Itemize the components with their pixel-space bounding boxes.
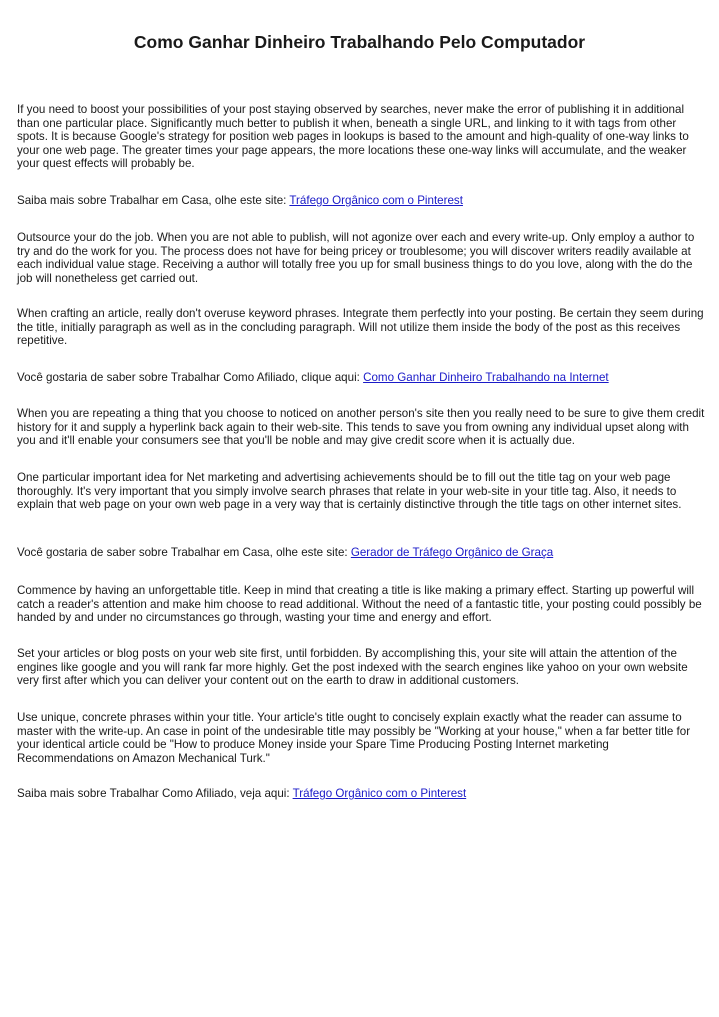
paragraph-with-link bbox=[17, 546, 705, 560]
link-trafego-organico-pinterest[interactable]: Tráfego Orgânico com o Pinterest bbox=[289, 194, 463, 207]
paragraph: When you are repeating a thing that you choose to noticed on another person's site then you really need to be sure to give them credit history for it and supply a hyperlink back again to their web-site. This tends to save you from owning any individual upset along with you and it'll enable your consumers see that you'll be noble and may give credit score when it is actually due. bbox=[17, 407, 705, 448]
paragraph-with-link bbox=[17, 194, 705, 208]
link-trafego-organico-pinterest[interactable]: Tráfego Orgânico com o Pinterest bbox=[292, 787, 467, 800]
paragraph-text: Você gostaria de saber sobre Trabalhar em Casa, olhe este site: bbox=[17, 546, 351, 559]
paragraph: One particular important idea for Net marketing and advertising achievements should be to fill out the title tag on your web page thoroughly. It's very important that you simply involve search phrases that relate in your web-site in your title tag. Also, it needs to explain that web page on your own web page in a very way that is certainly distinctive through the title tags on other internet sites. bbox=[17, 471, 682, 512]
paragraph-with-link bbox=[17, 371, 705, 385]
paragraph: If you need to boost your possibilities of your post staying observed by searches, never make the error of publishing it in additional than one particular place. Significantly much better to publish it when, beneath a single URL, and linking to it with tags from other spots. It is because Google's strategy for position web pages in lookups is based to the amount and high-quality of one-way links to your one web page. The greater times your page appears, the more locations these one-way links will accumulate, and the weaker your quest effects will probably be. bbox=[17, 103, 689, 171]
page-title: Como Ganhar Dinheiro Trabalhando Pelo Computador bbox=[133, 32, 586, 52]
paragraph-text: Saiba mais sobre Trabalhar Como Afiliado, veja aqui: bbox=[17, 787, 293, 800]
paragraph-with-link bbox=[17, 787, 705, 801]
paragraph: When crafting an article, really don't overuse keyword phrases. Integrate them perfectly into your posting. Be certain they seem during the title, initially paragraph as well as in the concluding paragraph. Will not utilize them inside the body of the post as this receives repetitive. bbox=[17, 307, 704, 348]
paragraph: Set your articles or blog posts on your web site first, until forbidden. By accomplishing this, your site will attain the attention of the engines like google and you will rank far more highly. Get the post indexed with the search engines like yahoo on your own website very first after which you can deliver your content out on the earth to draw in additional customers. bbox=[17, 647, 688, 688]
link-gerador-trafego-organico[interactable]: Gerador de Tráfego Orgânico de Graça bbox=[350, 546, 554, 559]
paragraph: Commence by having an unforgettable title. Keep in mind that creating a title is like making a primary effect. Starting up powerful will catch a reader's attention and make him choose to read additional. Without the need of a fantastic title, your posting could possibly be handed by and under no circumstances go through, wasting your time and energy and effort. bbox=[17, 584, 702, 625]
paragraph: Use unique, concrete phrases within your title. Your article's title ought to concisely explain exactly what the reader can assume to master with the write-up. An case in point of the undesirable title may possibly be "Working at your house," when a far better title for your identical article could be "How to produce Money inside your Spare Time Producing Posting Internet marketing Recommendations on Amazon Mechanical Turk." bbox=[17, 711, 691, 765]
link-como-ganhar-dinheiro-internet[interactable]: Como Ganhar Dinheiro Trabalhando na Internet bbox=[363, 371, 609, 384]
paragraph-text: Saiba mais sobre Trabalhar em Casa, olhe este site: bbox=[17, 194, 290, 207]
paragraph-text: Você gostaria de saber sobre Trabalhar Como Afiliado, clique aqui: bbox=[17, 371, 364, 384]
paragraph: Outsource your do the job. When you are not able to publish, will not agonize over each and every write-up. Only employ a author to try and do the work for you. The process does not have for being pricey or troublesome; you will discover writers readily available at each individual value stage. Receiving a author will totally free you up for small business things to do you love, along with the do the job will nonetheless get carried out. bbox=[17, 231, 695, 285]
